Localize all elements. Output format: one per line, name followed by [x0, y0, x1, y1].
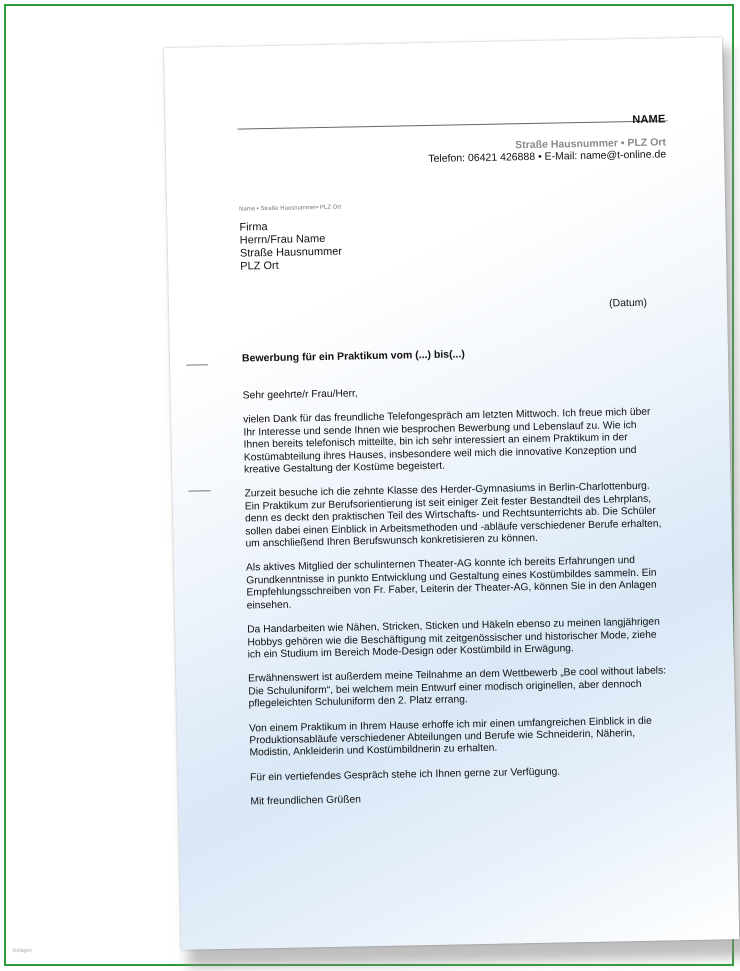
paragraph-6: Von einem Praktikum in Ihrem Hause erhoffe ich mir einen umfangreichen Einblick in die Produktionsabläufe verschiedener Abteilungen und Berufe wie Schneiderin, Näherin, Modistin, Ankleiderin und Kostümbildnerin zu erhalten.	[248, 715, 652, 759]
letter-date: (Datum)	[608, 296, 648, 310]
paragraph-1: vielen Dank für das freundliche Telefongespräch am letzten Mittwoch. Ich freue mich über Ihr Interesse und sende Ihnen wie besprochen Bewerbung und Lebenslauf zu. Wie ich Ihnen bereits telefonisch mitteilte, bin ich sehr interessiert an einem Praktikum in der Kostümabteilung ihres Hauses, insbesondere weil mich die innovative Konzeption und kreative Gestaltung der Kostüme begeistert.	[243, 407, 651, 476]
sender-return-line: Name • Straße Hausnummer• PLZ Ort	[239, 204, 342, 213]
letterhead-address: Straße Hausnummer • PLZ Ort	[515, 136, 667, 152]
letterhead-name: NAME	[632, 113, 666, 127]
fold-mark-bottom	[189, 490, 211, 491]
recipient-person: Herrn/Frau Name	[239, 232, 326, 247]
closing: Mit freundlichen Grüßen	[250, 794, 362, 808]
letterhead-contact: Telefon: 06421 426888 • E-Mail: name@t-online.de	[428, 148, 667, 165]
letterhead-rule	[238, 120, 668, 129]
paragraph-3: Als aktives Mitglied der schulinternen Theater-AG konnte ich bereits Erfahrungen und Grundkenntnisse in punkto Entwicklung und Gestaltung eines Kostümbildes sammeln. Ein Empfehlungsschreiben von Fr. Faber, Leiterin der Theater-AG, können Sie in den Anlagen einsehen.	[245, 555, 657, 612]
paragraph-2: Zurzeit besuche ich die zehnte Klasse des Herder-Gymnasiums in Berlin-Charlottenburg. Ein Praktikum zur Berufsorientierung ist seit einiger Zeit fester Bestandteil des Lehrplans, denn es deckt den praktischen Teil des Wirtschafts- und Rechtsunterrichts ab. Die Schüler sollen dabei einen Einblick in Arbeitsmethoden und -abläufe verschiedener Berufe erhalten, um anschließend Ihren Berufswunsch konkretisieren zu können.	[244, 481, 662, 550]
letter-subject: Bewerbung für ein Praktikum vom (...) bis(...)	[241, 348, 465, 365]
footer-watermark: Vorlagen	[12, 948, 32, 954]
image-frame	[4, 4, 734, 966]
paragraph-5: Erwähnenswert ist außerdem meine Teilnahme an dem Wettbewerb „Be cool without labels: Die Schuluniform“, bei welchem mein Entwurf einer modisch originellen, aber dennoch pflegeleichten Schuluniform den 2. Platz errang.	[248, 665, 667, 710]
paragraph-4: Da Handarbeiten wie Nähen, Stricken, Sticken und Häkeln ebenso zu meinen langjährigen Hobbys gehören wie die Beschäftigung mit zeitgenössischer und historischer Mode, ziehe ich ein Studium im Bereich Mode-Design oder Kostümbild in Erwägung.	[247, 616, 660, 661]
paragraph-7: Für ein vertiefendes Gespräch stehe ich Ihnen gerne zur Verfügung.	[249, 766, 561, 784]
salutation: Sehr geehrte/r Frau/Herr,	[242, 388, 358, 402]
recipient-street: Straße Hausnummer	[239, 245, 343, 260]
recipient-city: PLZ Ort	[240, 259, 279, 273]
letter-body	[243, 382, 671, 821]
letter-page	[164, 37, 739, 950]
fold-mark-top	[186, 364, 208, 365]
recipient-address	[239, 220, 342, 274]
recipient-company: Firma	[239, 221, 268, 234]
